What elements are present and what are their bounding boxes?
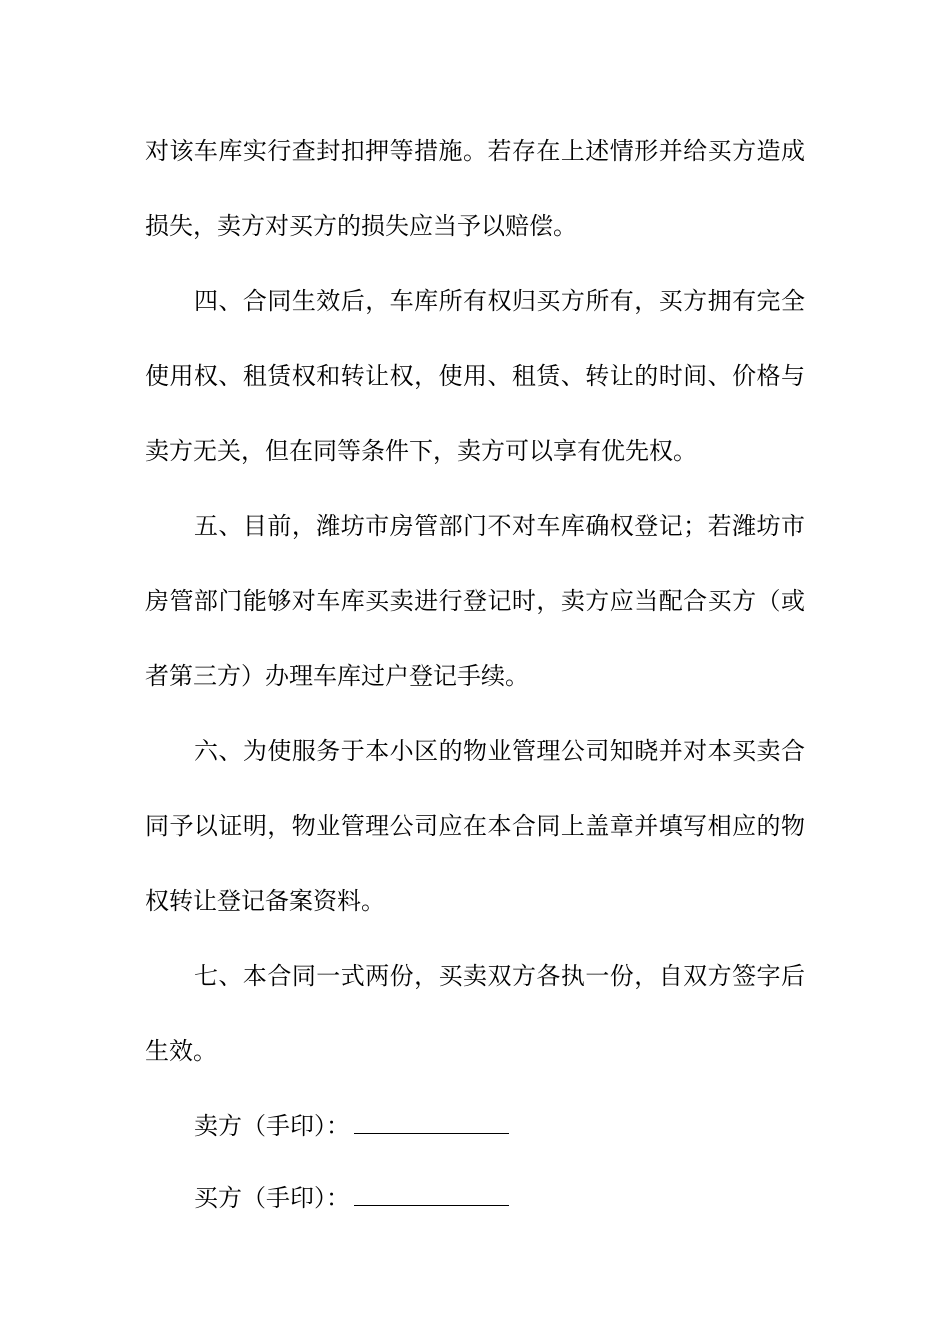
buyer-signature-blank (354, 1183, 509, 1206)
text-line: 使用权、租赁权和转让权，使用、租赁、转让的时间、价格与 (145, 362, 805, 390)
seller-signature-label: 卖方（手印）： (194, 1112, 350, 1140)
clause-5-first-line: 五、目前，潍坊市房管部门不对车库确权登记；若潍坊市 (194, 512, 805, 540)
text-line: 权转让登记备案资料。 (145, 887, 385, 915)
buyer-signature-label: 买方（手印）： (194, 1184, 350, 1212)
clause-6-first-line: 六、为使服务于本小区的物业管理公司知晓并对本买卖合 (194, 737, 805, 765)
text-line: 损失，卖方对买方的损失应当予以赔偿。 (145, 212, 577, 240)
clause-7-first-line: 七、本合同一式两份，买卖双方各执一份，自双方签字后 (194, 962, 805, 990)
clause-4-first-line: 四、合同生效后，车库所有权归买方所有，买方拥有完全 (194, 287, 805, 315)
text-line: 房管部门能够对车库买卖进行登记时，卖方应当配合买方（或 (145, 587, 805, 615)
text-line: 同予以证明，物业管理公司应在本合同上盖章并填写相应的物 (145, 812, 805, 840)
text-line: 生效。 (145, 1037, 217, 1065)
text-line: 卖方无关，但在同等条件下，卖方可以享有优先权。 (145, 437, 697, 465)
buyer-signature-field (194, 1183, 509, 1213)
seller-signature-blank (354, 1111, 509, 1134)
seller-signature-field (194, 1111, 509, 1141)
text-line: 对该车库实行查封扣押等措施。若存在上述情形并给买方造成 (145, 137, 805, 165)
text-line: 者第三方）办理车库过户登记手续。 (145, 662, 529, 690)
